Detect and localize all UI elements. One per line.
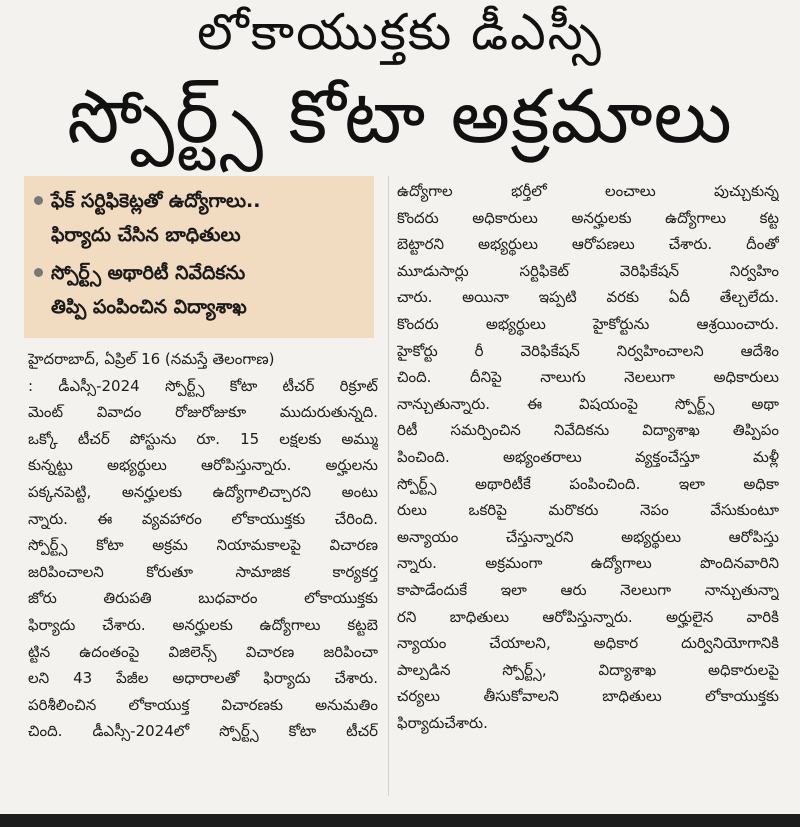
body-line: పించింది. అభ్యంతరాలు వ్యక్తంచేస్తూ మళ్లీ — [397, 447, 779, 466]
column-divider — [388, 176, 389, 796]
headline-line-1: లోకాయుక్తకు డీఎస్సీ — [197, 3, 603, 61]
highlight-item — [34, 256, 368, 324]
body-line: : డీఎస్సీ-2024 స్పోర్ట్స్ కోటా టీచర్ రిక్రూట్ — [28, 376, 378, 395]
body-line: నాన్చుతున్నారు. ఈ విషయంపై స్పోర్ట్స్ అథా — [397, 394, 779, 413]
body-line: ఫిర్యాదుచేశారు. — [397, 713, 488, 732]
body-line: న్యాయం చేయాలని, అధికార దుర్వినియోగానికి — [397, 634, 779, 653]
highlight-line: ఫేక్ సర్టిఫికెట్లతో ఉద్యోగాలు.. — [51, 190, 261, 212]
article-column-right — [397, 178, 779, 736]
body-line: మెంట్ వివాదం రోజురోజుకూ ముదురుతున్నది. — [28, 403, 378, 422]
body-line: న్నారు. అక్రమంగా ఉద్యోగాలు పొందినవారిని — [397, 554, 779, 573]
body-line: స్పోర్ట్స్ కోటా అక్రమ నియామకాలపై విచారణ — [28, 536, 378, 555]
bullet-icon — [34, 196, 43, 205]
body-line: స్పోర్ట్స్ అథారిటీకే పంపించింది. ఇలా అధికా — [397, 474, 779, 493]
body-line: రులు ఒకరిపై మరొకరు నెపం వేసుకుంటూ — [397, 501, 779, 520]
body-line: లని 43 పేజీల అధారాలతో ఫిర్యాదు చేశారు. — [28, 669, 378, 688]
highlights-box — [24, 176, 374, 338]
body-line: హైకోర్టు రీ వెరిఫికేషన్ నిర్వహించాలని ఆదేశిం — [397, 341, 779, 360]
body-line: పాల్పడిన స్పోర్ట్స్, విద్యాశాఖ అధికారులపై — [397, 660, 779, 679]
body-line: కొందరు అధికారులు అనర్హులకు ఉద్యోగాలు కట్ట — [397, 208, 779, 227]
body-line: కాపాడేందుకే ఇలా ఆరు నెలలుగా నాన్చుతున్నా — [397, 580, 779, 599]
body-line: కున్నట్టు అభ్యర్థులు ఆరోపిస్తున్నారు. అర్హులను — [28, 456, 378, 475]
body-line: ఉద్యోగాల భర్తీలో లంచాలు పుచ్చుకున్న — [397, 182, 779, 200]
body-line: ట్టిన ఉదంతంపై విజిలెన్స్ విచారణ జరిపించా — [28, 642, 378, 661]
body-line: ఒక్కో టీచర్ పోస్టును రూ. 15 లక్షలకు అమ్ము — [28, 429, 378, 448]
body-line: మూడుసార్లు సర్టిఫికెట్ వెరిఫికేషన్ నిర్వహిం — [397, 261, 779, 280]
body-line: ఫిర్యాదు చేశారు. అనర్హులకు ఉద్యోగాలు కట్టబె — [28, 615, 378, 634]
body-line: రని బాధితులు ఆరోపిస్తున్నారు. అర్హులైన వారికి — [397, 607, 779, 626]
highlight-item — [34, 184, 368, 252]
highlight-line: స్పోర్ట్స్ అథారిటీ నివేదికను — [51, 262, 246, 284]
bottom-edge-bar — [0, 814, 800, 827]
body-line: జరిపించాలని కోరుతూ సామాజిక కార్యకర్త — [28, 562, 378, 581]
body-line: చింది. దీనిపై నాలుగు నెలలుగా అధికారులు — [397, 368, 779, 387]
highlight-line: తిప్పి పంపించిన విద్యాశాఖ — [51, 296, 247, 318]
body-line: న్నారు. ఈ వ్యవహారం లోకాయుక్తకు చేరింది. — [28, 509, 378, 528]
body-line: చర్యలు తీసుకోవాలని బాధితులు లోకాయుక్తకు — [397, 687, 779, 706]
body-line: బెట్టారని అభ్యర్థులు ఆరోపణలు చేశారు. దీంతో — [397, 235, 779, 254]
body-line: కొందరు అభ్యర్థులు హైకోర్టును ఆశ్రయించారు. — [397, 314, 779, 333]
body-line: పరిశీలించిన లోకాయుక్త విచారణకు అనుమతిం — [28, 695, 378, 714]
body-line: పక్కనపెట్టి, అనర్హులకు ఉద్యోగాలిచ్చారని అంటు — [28, 482, 378, 501]
dateline: హైదరాబాద్, ఏప్రిల్ 16 (నమస్తే తెలంగాణ) — [28, 350, 275, 368]
body-line: చారు. అయినా ఇప్పటి వరకు ఏదీ తేల్చలేదు. — [397, 288, 779, 307]
article-column-left — [28, 346, 378, 745]
bullet-icon — [34, 268, 43, 277]
body-line: రిటీ సమర్పించిన నివేదికను విద్యాశాఖ తిప్పిపం — [397, 421, 779, 440]
body-line: అన్యాయం చేస్తున్నారని అభ్యర్థులు ఆరోపిస్తు — [397, 527, 779, 546]
headline-line-2: స్పోర్ట్స్ కోటా అక్రమాలు — [67, 74, 733, 160]
body-line: జోరు తిరుపతి బుధవారం లోకాయుక్తకు — [28, 589, 378, 608]
highlight-line: ఫిర్యాదు చేసిన బాధితులు — [51, 224, 241, 246]
body-line: చింది. డీఎస్సీ-2024లో స్పోర్ట్స్ కోటా టీచర్ — [28, 722, 378, 741]
